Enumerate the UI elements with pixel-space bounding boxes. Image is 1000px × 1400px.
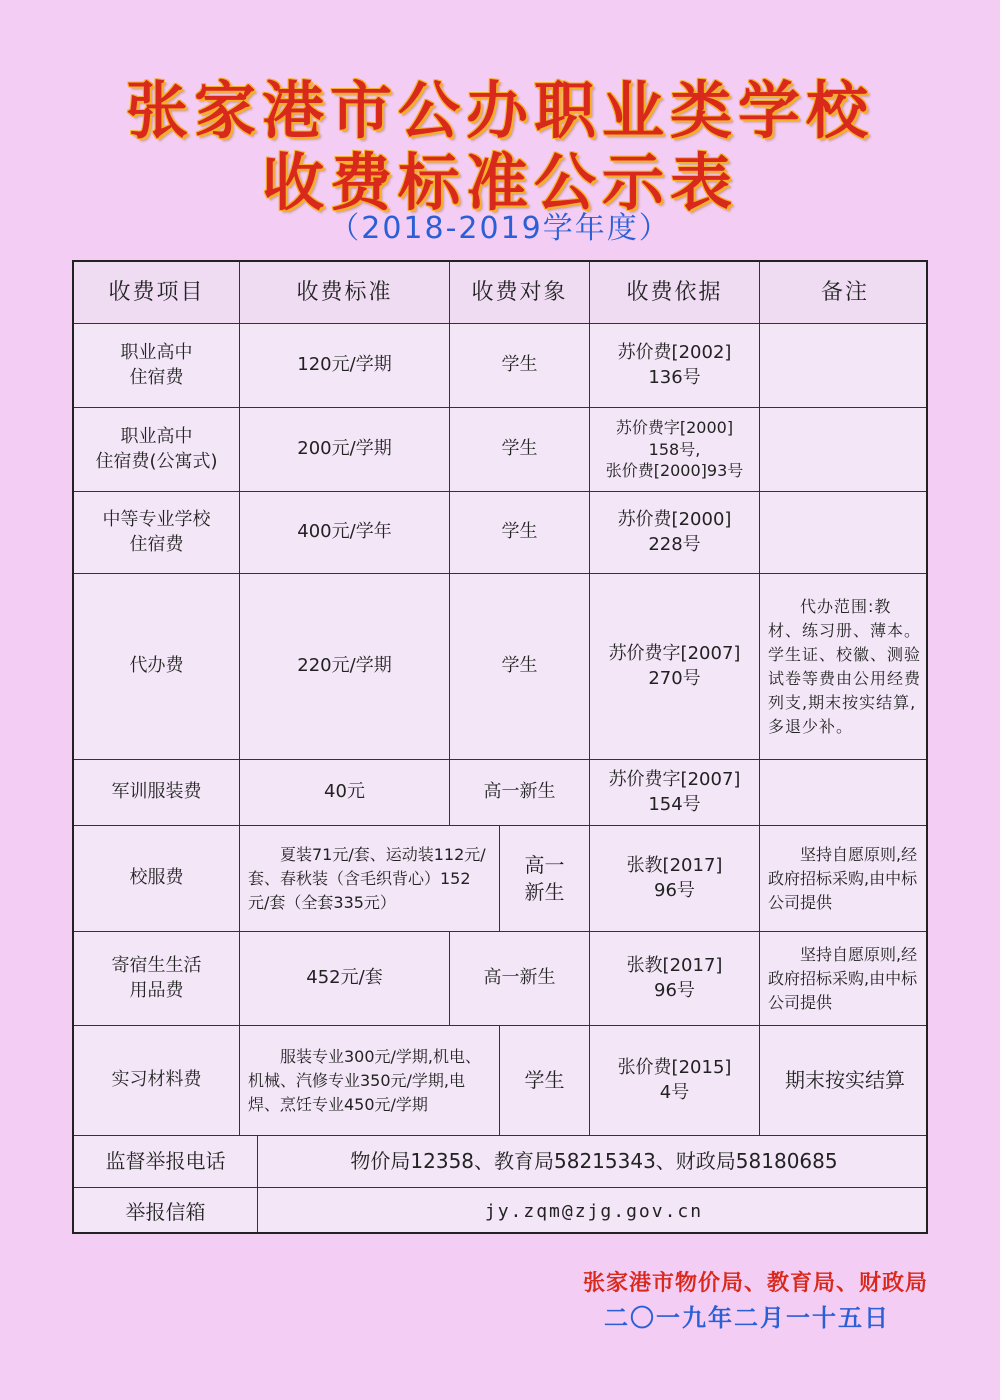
row-item: 职业高中 住宿费(公寓式) [74,408,240,492]
page-title-line2: 收费标准公示表 [261,146,738,219]
row-note [760,324,928,408]
row-item: 职业高中 住宿费 [74,324,240,408]
row-item: 军训服装费 [74,760,240,826]
header-target: 收费对象 [450,262,590,324]
row-standard: 40元 [240,760,450,826]
issuer: 张家港市物价局、教育局、财政局 [582,1271,928,1296]
row-note: 代办范围:教材、练习册、薄本。学生证、校徽、测验试卷等费由公用经费列支,期末按实结算,多退少补。 [760,574,928,760]
email-label: 举报信箱 [74,1188,258,1234]
row-standard: 220元/学期 [240,574,450,760]
row-item: 寄宿生生活 用品费 [74,932,240,1026]
row-standard: 服装专业300元/学期,机电、机械、汽修专业350元/学期,电焊、烹饪专业450元/学期 [240,1026,500,1136]
row-basis: 苏价费字[2007] 270号 [590,574,760,760]
row-note: 坚持自愿原则,经政府招标采购,由中标公司提供 [760,826,928,932]
header-standard: 收费标准 [240,262,450,324]
row-note [760,492,928,574]
row-standard: 200元/学期 [240,408,450,492]
row-note [760,760,928,826]
row-target: 学生 [450,408,590,492]
academic-year: （2018-2019学年度） [329,211,671,246]
header-basis: 收费依据 [590,262,760,324]
row-target: 高一 新生 [500,826,590,932]
row-note: 坚持自愿原则,经政府招标采购,由中标公司提供 [760,932,928,1026]
row-item: 实习材料费 [74,1026,240,1136]
row-note [760,408,928,492]
row-item: 校服费 [74,826,240,932]
row-basis: 张教[2017] 96号 [590,932,760,1026]
header-item: 收费项目 [74,262,240,324]
row-target: 高一新生 [450,932,590,1026]
row-standard: 452元/套 [240,932,450,1026]
hotline-label: 监督举报电话 [74,1136,258,1188]
row-target: 学生 [450,492,590,574]
row-item: 代办费 [74,574,240,760]
row-standard: 400元/学年 [240,492,450,574]
row-basis: 苏价费[2002] 136号 [590,324,760,408]
issue-date: 二〇一九年二月一十五日 [604,1304,890,1332]
row-basis: 张教[2017] 96号 [590,826,760,932]
hotline-value: 物价局12358、教育局58215343、财政局58180685 [258,1136,928,1188]
row-basis: 苏价费字[2007] 154号 [590,760,760,826]
row-target: 学生 [500,1026,590,1136]
page-title-line1: 张家港市公办职业类学校 [125,74,874,147]
row-basis: 苏价费字[2000] 158号, 张价费[2000]93号 [590,408,760,492]
row-item: 中等专业学校 住宿费 [74,492,240,574]
row-target: 高一新生 [450,760,590,826]
row-note: 期末按实结算 [760,1026,928,1136]
row-target: 学生 [450,574,590,760]
row-basis: 苏价费[2000] 228号 [590,492,760,574]
row-standard: 夏装71元/套、运动装112元/套、春秋装（含毛织背心）152元/套（全套335元） [240,826,500,932]
row-target: 学生 [450,324,590,408]
row-standard: 120元/学期 [240,324,450,408]
row-basis: 张价费[2015] 4号 [590,1026,760,1136]
email-value[interactable]: jy.zqm@zjg.gov.cn [258,1188,928,1234]
header-note: 备注 [760,262,928,324]
fee-table [72,260,928,1234]
